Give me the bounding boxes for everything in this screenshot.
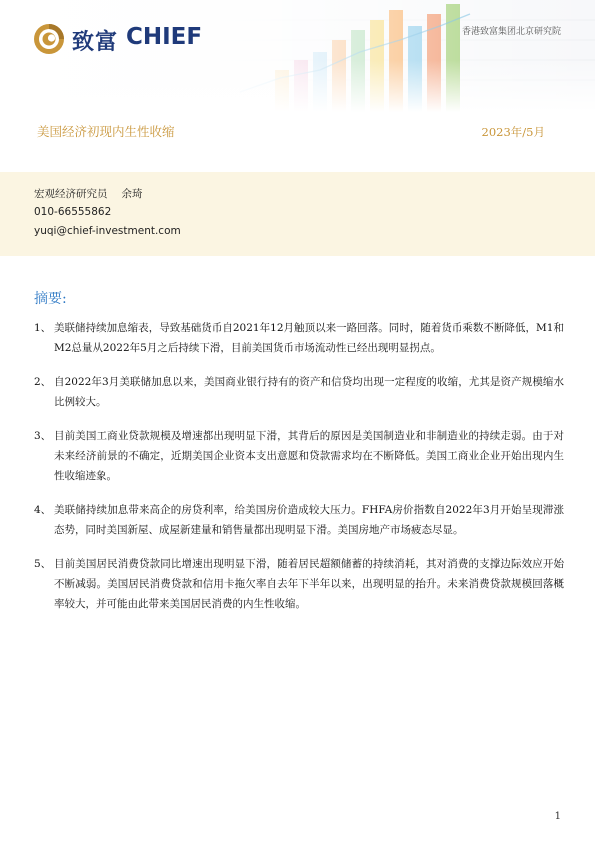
abstract-heading: 摘要: <box>34 291 67 307</box>
list-item-text: 美联储持续加息带来高企的房贷利率，给美国房价造成较大压力。FHFA房价指数自2022年3月开始呈现滞涨态势，同时美国新屋、成屋新建量和销售量都出现明显下滑。美国房地产市场疲态尽显。 <box>54 504 564 536</box>
report-date: 2023年/5月 <box>481 125 545 139</box>
author-name: 余琦 <box>121 188 143 200</box>
list-item <box>34 426 564 486</box>
list-item <box>34 318 564 358</box>
author-phone: 010-66555862 <box>34 206 112 218</box>
list-item <box>34 554 564 614</box>
list-item-number: 3、 <box>34 430 52 442</box>
author-role-line <box>34 186 143 201</box>
header-chart-graphic <box>0 0 595 112</box>
page-number: 1 <box>554 811 561 822</box>
list-item-text: 美联储持续加息缩表，导致基础货币自2021年12月触顶以来一路回落。同时，随着货币乘数不断降低，M1和M2总量从2022年5月之后持续下滑，目前美国货币市场流动性已经出现明显拐点。 <box>54 322 564 354</box>
company-logo <box>32 22 232 56</box>
logo-english-text: CHIEF <box>126 24 203 50</box>
list-item-text: 自2022年3月美联储加息以来，美国商业银行持有的资产和信贷均出现一定程度的收缩，尤其是资产规模缩水比例较大。 <box>54 376 564 408</box>
institute-name: 香港致富集团北京研究院 <box>461 27 561 37</box>
list-item-text: 目前美国居民消费贷款同比增速出现明显下滑，随着居民超额储蓄的持续消耗，其对消费的支撑边际效应开始不断减弱。美国居民消费贷款和信用卡拖欠率自去年下半年以来，出现明显的抬升。未来消费贷款规模回落概率较大，并可能由此带来美国居民消费的内生性收缩。 <box>54 558 564 610</box>
list-item-text: 目前美国工商业贷款规模及增速都出现明显下滑，其背后的原因是美国制造业和非制造业的持续走弱。由于对未来经济前景的不确定，近期美国企业资本支出意愿和贷款需求均在不断降低。美国工商业企业开始出现内生性收缩迹象。 <box>54 430 564 482</box>
report-title: 美国经济初现内生性收缩 <box>37 124 175 139</box>
author-info-band <box>0 172 595 256</box>
list-item <box>34 500 564 540</box>
logo-chinese-text: 致富 <box>72 30 119 55</box>
author-role: 宏观经济研究员 <box>34 188 108 200</box>
abstract-points-list <box>34 318 564 628</box>
list-item-number: 2、 <box>34 376 52 388</box>
list-item-number: 5、 <box>34 558 52 570</box>
logo-swirl-icon <box>32 22 66 56</box>
list-item-number: 4、 <box>34 504 52 516</box>
list-item <box>34 372 564 412</box>
list-item-number: 1、 <box>34 322 52 334</box>
author-email[interactable]: yuqi@chief-investment.com <box>34 225 181 237</box>
